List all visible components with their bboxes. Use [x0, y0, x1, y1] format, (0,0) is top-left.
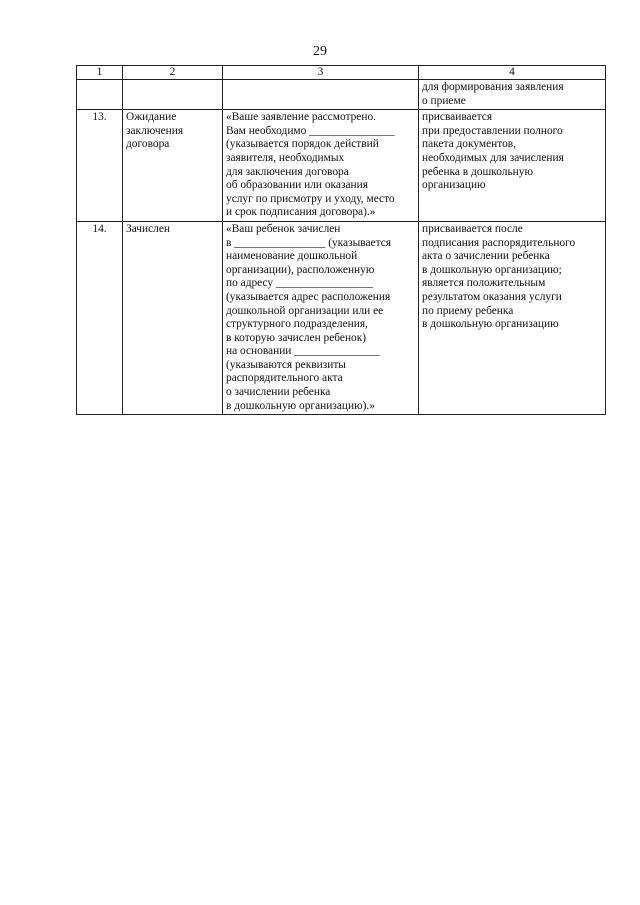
- message-line: в дошкольную организацию).»: [226, 399, 375, 412]
- row-message: [223, 221, 419, 414]
- message-line: заявителя, необходимых: [226, 151, 345, 164]
- cont-cell-4: [419, 80, 606, 110]
- header-cell-4: 4: [419, 66, 606, 80]
- description-line: подписания распорядительного: [422, 236, 576, 249]
- description-line: акта о зачислении ребенка: [422, 250, 550, 263]
- message-line: наименование дошкольной: [226, 250, 358, 263]
- message-line: в которую зачислен ребенок): [226, 331, 367, 344]
- message-line: структурного подразделения,: [226, 318, 368, 331]
- description-line: по приему ребенка: [422, 304, 514, 317]
- row-status: [123, 110, 223, 222]
- description-line: ребенка в дошкольную: [422, 165, 533, 178]
- description-line: присваивается: [422, 111, 493, 124]
- message-line: распорядительного акта: [226, 372, 343, 385]
- status-table: [76, 65, 606, 415]
- header-cell-3: 3: [223, 66, 419, 80]
- message-line: услуг по присмотру и уходу, место: [226, 192, 395, 205]
- message-line: «Ваше заявление рассмотрено.: [226, 111, 377, 124]
- row-message: [223, 110, 419, 222]
- message-line: (указываются реквизиты: [226, 358, 346, 371]
- description-line: в дошкольную организацию: [422, 318, 559, 331]
- message-line: на основании _______________: [226, 345, 380, 358]
- cont-cell-1: [77, 80, 123, 110]
- description-line: необходимых для зачисления: [422, 151, 564, 164]
- table-row: [77, 110, 606, 222]
- message-line: (указывается порядок действий: [226, 138, 379, 151]
- continuation-row: [77, 80, 606, 110]
- message-line: организации), расположенную: [226, 263, 375, 276]
- row-number: 13.: [77, 110, 123, 222]
- table-row: [77, 221, 606, 414]
- message-line: и срок подписания договора).»: [226, 206, 376, 219]
- status-line: договора: [126, 138, 170, 151]
- message-line: о зачислении ребенка: [226, 386, 331, 399]
- description-line: является положительным: [422, 277, 546, 290]
- message-line: в ________________ (указывается: [226, 236, 392, 249]
- message-line: (указывается адрес расположения: [226, 290, 391, 303]
- status-line: Зачислен: [126, 222, 171, 235]
- message-line: Вам необходимо _______________: [226, 124, 395, 137]
- cont-line: о приеме: [422, 94, 466, 107]
- cont-cell-3: [223, 80, 419, 110]
- header-cell-1: 1: [77, 66, 123, 80]
- description-line: присваивается после: [422, 222, 523, 235]
- row-description: [419, 221, 606, 414]
- description-line: в дошкольную организацию;: [422, 263, 562, 276]
- message-line: для заключения договора: [226, 165, 349, 178]
- table-header-row: [77, 66, 606, 80]
- cont-line: для формирования заявления: [422, 81, 564, 93]
- cont-cell-2: [123, 80, 223, 110]
- message-line: по адресу _________________: [226, 277, 373, 290]
- message-line: об образовании или оказания: [226, 179, 368, 192]
- description-line: при предоставлении полного: [422, 124, 563, 137]
- header-cell-2: 2: [123, 66, 223, 80]
- status-line: заключения: [126, 124, 184, 137]
- status-line: Ожидание: [126, 111, 177, 124]
- description-line: организацию: [422, 179, 486, 192]
- page-number: 29: [313, 44, 327, 59]
- row-description: [419, 110, 606, 222]
- description-line: пакета документов,: [422, 138, 516, 151]
- message-line: «Ваш ребенок зачислен: [226, 222, 341, 235]
- row-status: [123, 221, 223, 414]
- description-line: результатом оказания услуги: [422, 290, 562, 303]
- message-line: дошкольной организации или ее: [226, 304, 384, 317]
- row-number: 14.: [77, 221, 123, 414]
